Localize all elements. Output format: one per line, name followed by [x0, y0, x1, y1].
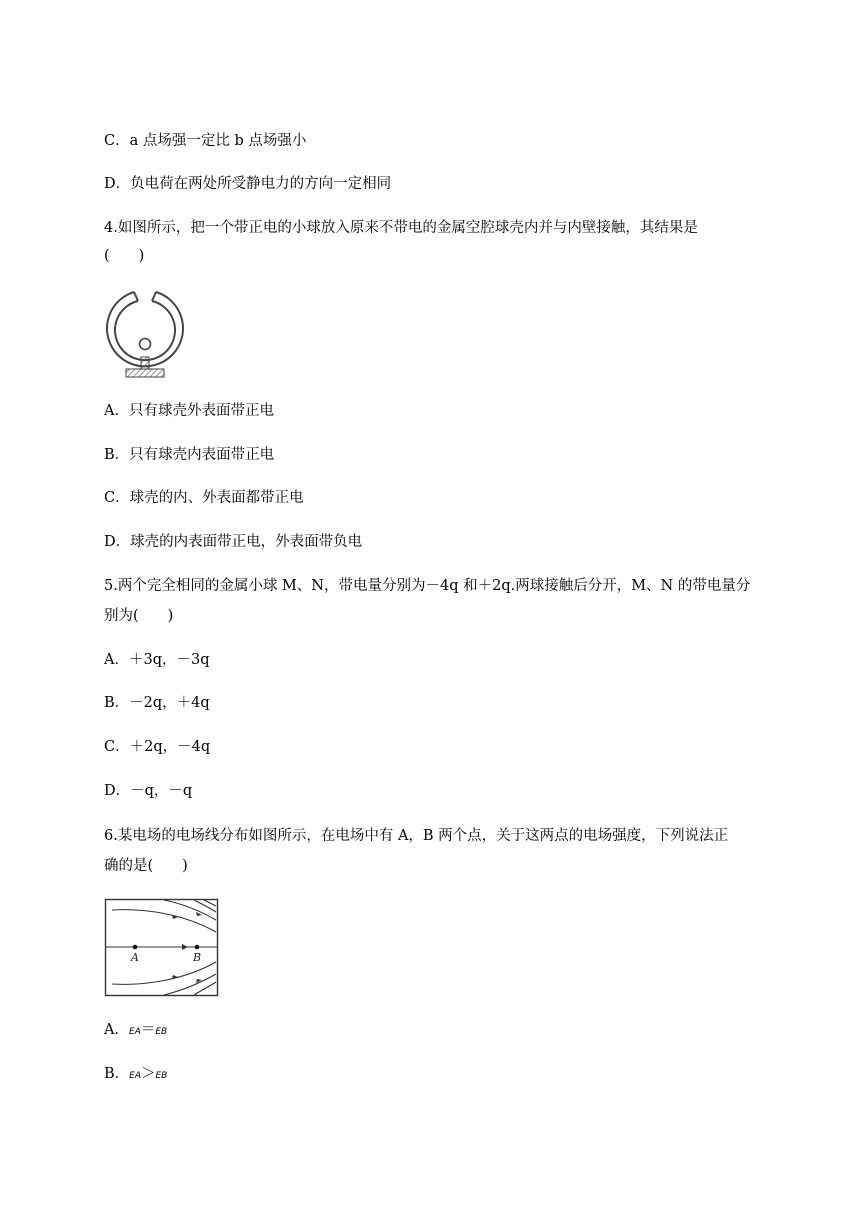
q6-option-a-relation: ＝ [140, 1022, 156, 1038]
point-b-dot [195, 945, 200, 950]
q6-stem-blank: 确的是( ) [104, 858, 188, 874]
q4-option-d: D．球壳的内表面带正电，外表面带负电 [104, 534, 363, 550]
q4-option-b: B．只有球壳内表面带正电 [104, 447, 275, 463]
spherical-shell-figure [100, 285, 190, 380]
q3-option-d: D．负电荷在两处所受静电力的方向一定相同 [104, 176, 392, 192]
q6-option-b [104, 1064, 167, 1086]
point-a-dot [133, 945, 138, 950]
q5-stem-blank: 别为( ) [104, 608, 174, 624]
q6-option-a-prefix: A． [104, 1022, 129, 1038]
q4-stem: 4.如图所示，把一个带正电的小球放入原来不带电的金属空腔球壳内并与内壁接触，其结果是 [104, 220, 698, 236]
q5-stem: 5.两个完全相同的金属小球 M、N，带电量分别为－4q 和＋2q.两球接触后分开，M、N 的带电量分 [104, 578, 751, 594]
q6-stem: 6.某电场的电场线分布如图所示，在电场中有 A，B 两个点，关于这两点的电场强度，下列说法正 [104, 828, 729, 844]
q5-option-a: A．＋3q，－3q [104, 652, 210, 668]
point-a-label: A [131, 951, 139, 964]
q4-option-c: C．球壳的内、外表面都带正电 [104, 490, 304, 506]
q3-option-c: C．a 点场强一定比 b 点场强小 [104, 133, 307, 149]
q4-option-a: A．只有球壳外表面带正电 [104, 403, 274, 419]
q4-stem-blank: ( ) [104, 248, 145, 264]
q6-option-b-relation: ＞ [141, 1066, 156, 1082]
point-b-label: B [193, 951, 202, 964]
q5-option-d: D．－q，－q [104, 783, 193, 799]
electric-field-lines-figure [104, 898, 220, 998]
q6-option-b-rhs: EB [155, 1071, 168, 1081]
q6-option-b-prefix: B． [104, 1066, 130, 1082]
q6-option-b-lhs: EA [129, 1071, 141, 1081]
q6-option-a [104, 1020, 167, 1042]
q5-option-c: C．＋2q，－4q [104, 739, 211, 755]
q6-option-a-rhs: EB [155, 1027, 168, 1037]
q5-option-b: B．－2q，＋4q [104, 695, 210, 711]
q6-option-a-lhs: EA [128, 1027, 141, 1037]
